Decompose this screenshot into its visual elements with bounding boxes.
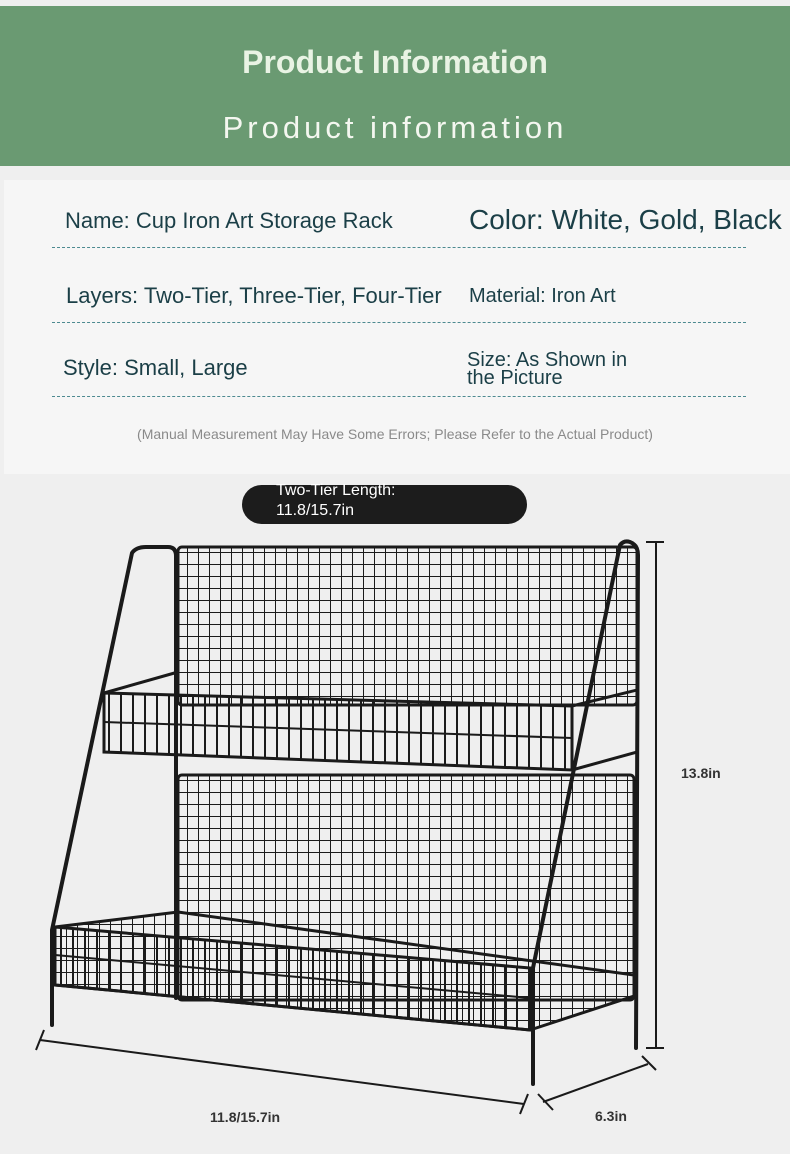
spec-style: Style: Small, Large bbox=[63, 355, 248, 380]
banner-subtitle: Product information bbox=[222, 110, 568, 145]
height-dimension bbox=[646, 542, 664, 1048]
spec-material: Material: Iron Art bbox=[469, 285, 616, 307]
spec-size-line1: Size: As Shown in bbox=[467, 349, 628, 371]
depth-label: 6.3in bbox=[595, 1108, 627, 1124]
height-label: 13.8in bbox=[681, 765, 721, 781]
spec-name: Name: Cup Iron Art Storage Rack bbox=[65, 208, 393, 233]
length-badge-line1: Two-Tier Length: bbox=[276, 482, 396, 499]
spec-layers: Layers: Two-Tier, Three-Tier, Four-Tier bbox=[66, 283, 442, 308]
banner-title: Product Information bbox=[242, 44, 548, 80]
length-dimension bbox=[36, 1030, 528, 1114]
length-badge-line2: 11.8/15.7in bbox=[276, 502, 354, 519]
spec-size-line2: the Picture bbox=[467, 367, 563, 389]
spec-color: Color: White, Gold, Black bbox=[469, 204, 782, 235]
measurement-note: (Manual Measurement May Have Some Errors; Please Refer to the Actual Product) bbox=[137, 426, 653, 442]
length-label: 11.8/15.7in bbox=[210, 1109, 281, 1125]
depth-dimension bbox=[538, 1056, 656, 1110]
upper-back-grid bbox=[178, 547, 637, 705]
